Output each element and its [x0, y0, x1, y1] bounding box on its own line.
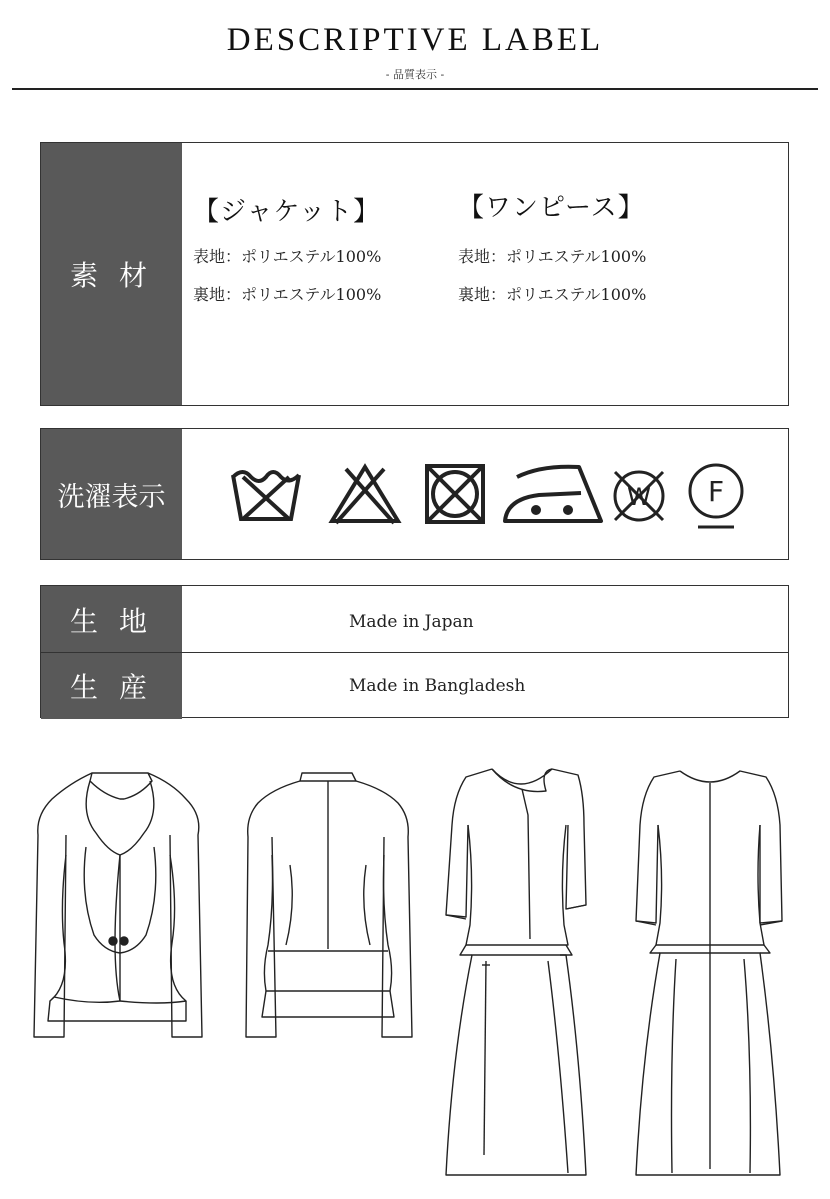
dress-heading: 【ワンピース】 — [458, 193, 645, 223]
production-origin-label: 生 産 — [41, 653, 182, 719]
dress-outer: 表地：ポリエステル100% — [458, 247, 647, 266]
wet-clean-letter: W — [627, 483, 651, 511]
dress-column — [458, 143, 646, 320]
jacket-heading: 【ジャケット】 — [193, 197, 381, 227]
dry-clean-letter: F — [707, 475, 725, 508]
do-not-bleach-icon — [328, 463, 402, 525]
fabric-origin-value: Made in Japan — [349, 612, 474, 632]
header-divider — [12, 88, 818, 90]
origin-divider — [41, 652, 788, 653]
dress-front-drawing — [446, 769, 586, 1175]
dress-back-drawing — [636, 771, 782, 1175]
jacket-outer: 表地：ポリエステル100% — [193, 247, 382, 266]
jacket-column — [193, 143, 381, 320]
care-section — [40, 428, 789, 560]
origin-section — [40, 585, 789, 718]
do-not-tumble-dry-icon — [424, 463, 486, 525]
page-title: DESCRIPTIVE LABEL — [226, 22, 604, 58]
dry-clean-petroleum-icon — [684, 463, 748, 531]
do-not-wet-clean-icon — [611, 463, 667, 525]
care-label: 洗濯表示 — [41, 429, 182, 559]
jacket-lining: 裏地：ポリエステル100% — [193, 285, 382, 304]
dress-lining: 裏地：ポリエステル100% — [458, 285, 647, 304]
do-not-wash-icon — [229, 463, 303, 523]
material-label: 素 材 — [41, 143, 182, 405]
jacket-back-drawing — [246, 773, 412, 1037]
iron-medium-heat-icon — [501, 463, 605, 527]
jacket-front-drawing — [34, 773, 202, 1037]
fabric-origin-label: 生 地 — [41, 586, 182, 653]
material-section — [40, 142, 789, 406]
production-origin-value: Made in Bangladesh — [349, 676, 526, 696]
page-subtitle: - 品質表示 - — [385, 68, 445, 81]
garment-illustrations — [0, 755, 830, 1195]
